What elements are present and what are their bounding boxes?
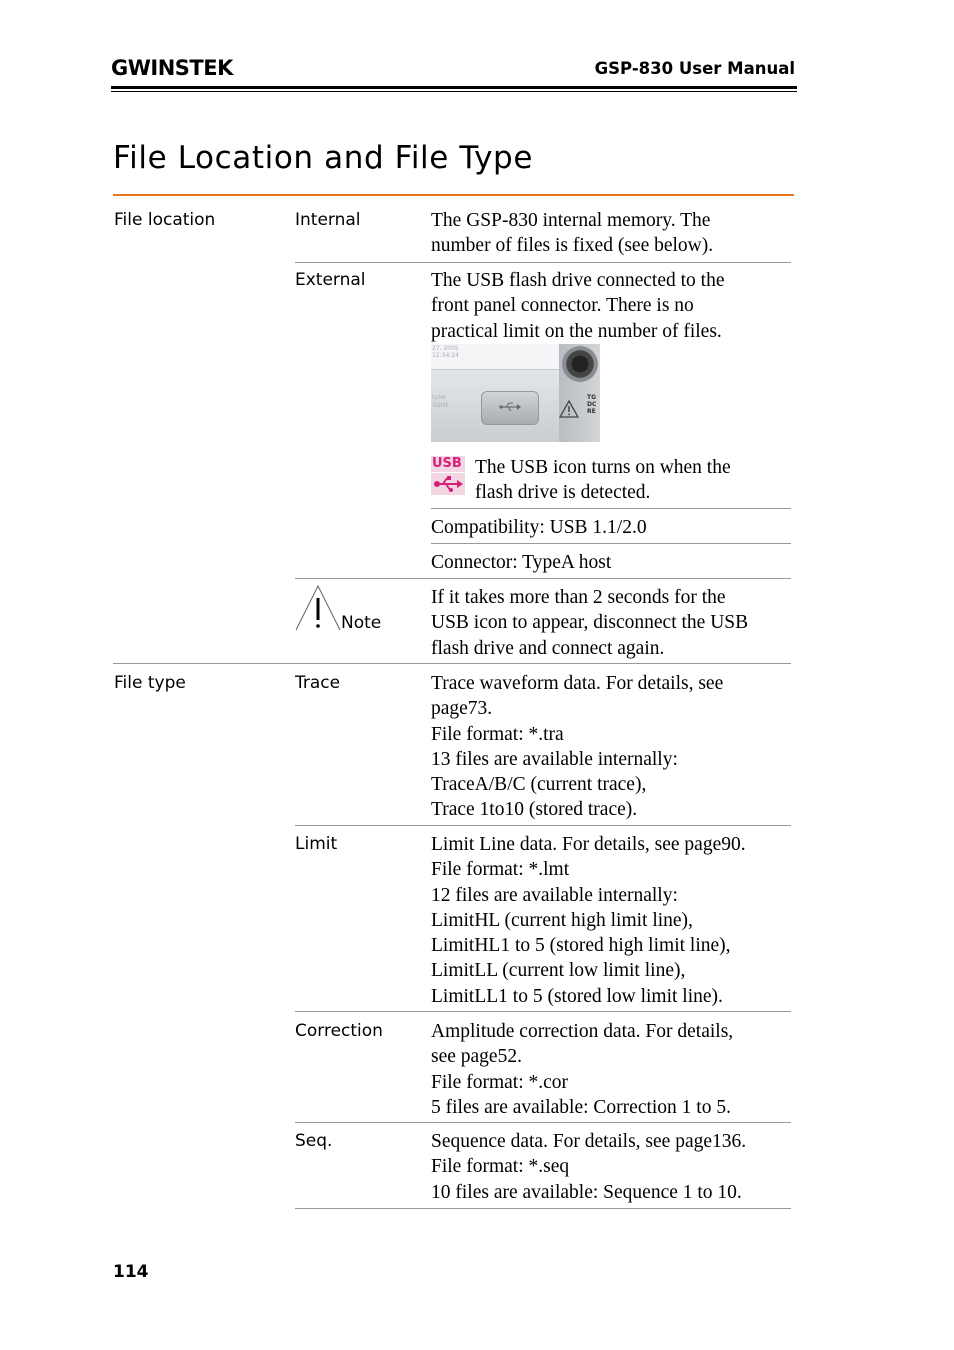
connector-text: Connector: TypeA host xyxy=(431,552,612,573)
row-divider xyxy=(295,1011,791,1012)
row-label-trace: Trace xyxy=(295,673,341,693)
text-line: File format: *.lmt xyxy=(431,859,570,881)
section-label-file-location: File location xyxy=(114,210,216,230)
text-line: flash drive is detected. xyxy=(475,482,651,504)
page-header xyxy=(111,56,797,92)
photo-text: 12:34:24 xyxy=(432,352,459,359)
text-line: see page52. xyxy=(431,1046,522,1068)
usb-icon-label: USB xyxy=(432,456,462,471)
photo-text: RE xyxy=(587,408,596,415)
usb-port-icon xyxy=(499,400,521,414)
text-line: 13 files are available internally: xyxy=(431,748,678,770)
header-rule-thin xyxy=(111,91,797,92)
text-line: File format: *.seq xyxy=(431,1156,570,1178)
row-divider xyxy=(295,825,791,826)
usb-trident-icon xyxy=(433,474,463,494)
row-divider xyxy=(295,1122,791,1123)
compatibility-text: Compatibility: USB 1.1/2.0 xyxy=(431,517,647,538)
usb-icon-note xyxy=(475,455,731,506)
text-line: Amplitude correction data. For details, xyxy=(431,1021,734,1042)
photo-text: lyzer xyxy=(432,394,447,401)
internal-description xyxy=(431,208,713,259)
text-line: 5 files are available: Correction 1 to 5. xyxy=(431,1096,731,1118)
manual-title: GSP-830 User Manual xyxy=(594,59,795,78)
text-line: The GSP-830 internal memory. The xyxy=(431,210,711,231)
photo-text: 3GHz xyxy=(432,402,449,409)
page-title: File Location and File Type xyxy=(113,140,534,176)
sub-row-divider xyxy=(431,543,791,544)
title-rule xyxy=(113,194,794,196)
text-line: Sequence data. For details, see page136. xyxy=(431,1131,747,1152)
external-description xyxy=(431,268,725,344)
text-line: File format: *.tra xyxy=(431,723,564,745)
text-line: LimitHL1 to 5 (stored high limit line), xyxy=(431,935,731,957)
text-line: The USB icon turns on when the xyxy=(475,457,731,478)
row-label-seq: Seq. xyxy=(295,1131,333,1151)
warning-triangle-icon xyxy=(559,400,579,418)
note-warning-icon xyxy=(295,584,341,632)
row-label-external: External xyxy=(295,270,366,290)
usb-status-icon xyxy=(431,456,465,495)
photo-side-text xyxy=(587,394,596,415)
front-panel-usb-photo xyxy=(431,344,600,442)
photo-text: TG xyxy=(587,394,597,401)
text-line: File format: *.cor xyxy=(431,1071,569,1093)
text-line: Limit Line data. For details, see page90. xyxy=(431,834,746,855)
note-label: Note xyxy=(341,613,382,633)
text-line: If it takes more than 2 seconds for the xyxy=(431,587,726,608)
text-line: USB icon to appear, disconnect the USB xyxy=(431,612,749,634)
header-rule xyxy=(111,86,797,89)
row-label-limit: Limit xyxy=(295,834,338,854)
section-divider xyxy=(113,663,791,664)
text-line: page73. xyxy=(431,698,493,720)
row-label-internal: Internal xyxy=(295,210,361,230)
text-line: 10 files are available: Sequence 1 to 10. xyxy=(431,1181,742,1203)
text-line: TraceA/B/C (current trace), xyxy=(431,774,647,796)
sub-row-divider xyxy=(431,508,791,509)
correction-description xyxy=(431,1019,733,1120)
photo-screen-text xyxy=(432,345,459,359)
text-line: The USB flash drive connected to the xyxy=(431,270,725,291)
gwinstek-logo: GWINSTEK xyxy=(111,56,233,80)
photo-knob xyxy=(562,346,598,382)
row-divider xyxy=(295,578,791,579)
text-line: LimitLL (current low limit line), xyxy=(431,960,686,982)
text-line: 12 files are available internally: xyxy=(431,884,678,906)
photo-text: 27, 2005 xyxy=(432,345,459,352)
photo-text: DC xyxy=(587,401,597,408)
section-label-file-type: File type xyxy=(114,673,186,693)
row-divider xyxy=(295,1208,791,1209)
text-line: flash drive and connect again. xyxy=(431,637,665,659)
trace-description xyxy=(431,671,723,823)
row-label-correction: Correction xyxy=(295,1021,383,1041)
row-divider xyxy=(295,262,791,263)
text-line: Trace 1to10 (stored trace). xyxy=(431,799,638,821)
text-line: LimitHL (current high limit line), xyxy=(431,909,693,931)
text-line: practical limit on the number of files. xyxy=(431,320,722,342)
text-line: number of files is fixed (see below). xyxy=(431,235,714,257)
text-line: front panel connector. There is no xyxy=(431,295,694,317)
text-line: Trace waveform data. For details, see xyxy=(431,673,724,694)
page-number: 114 xyxy=(113,1262,149,1282)
seq-description xyxy=(431,1129,746,1205)
note-description xyxy=(431,585,748,661)
photo-label-text xyxy=(432,394,448,410)
limit-description xyxy=(431,832,746,1009)
text-line: LimitLL1 to 5 (stored low limit line). xyxy=(431,985,723,1007)
